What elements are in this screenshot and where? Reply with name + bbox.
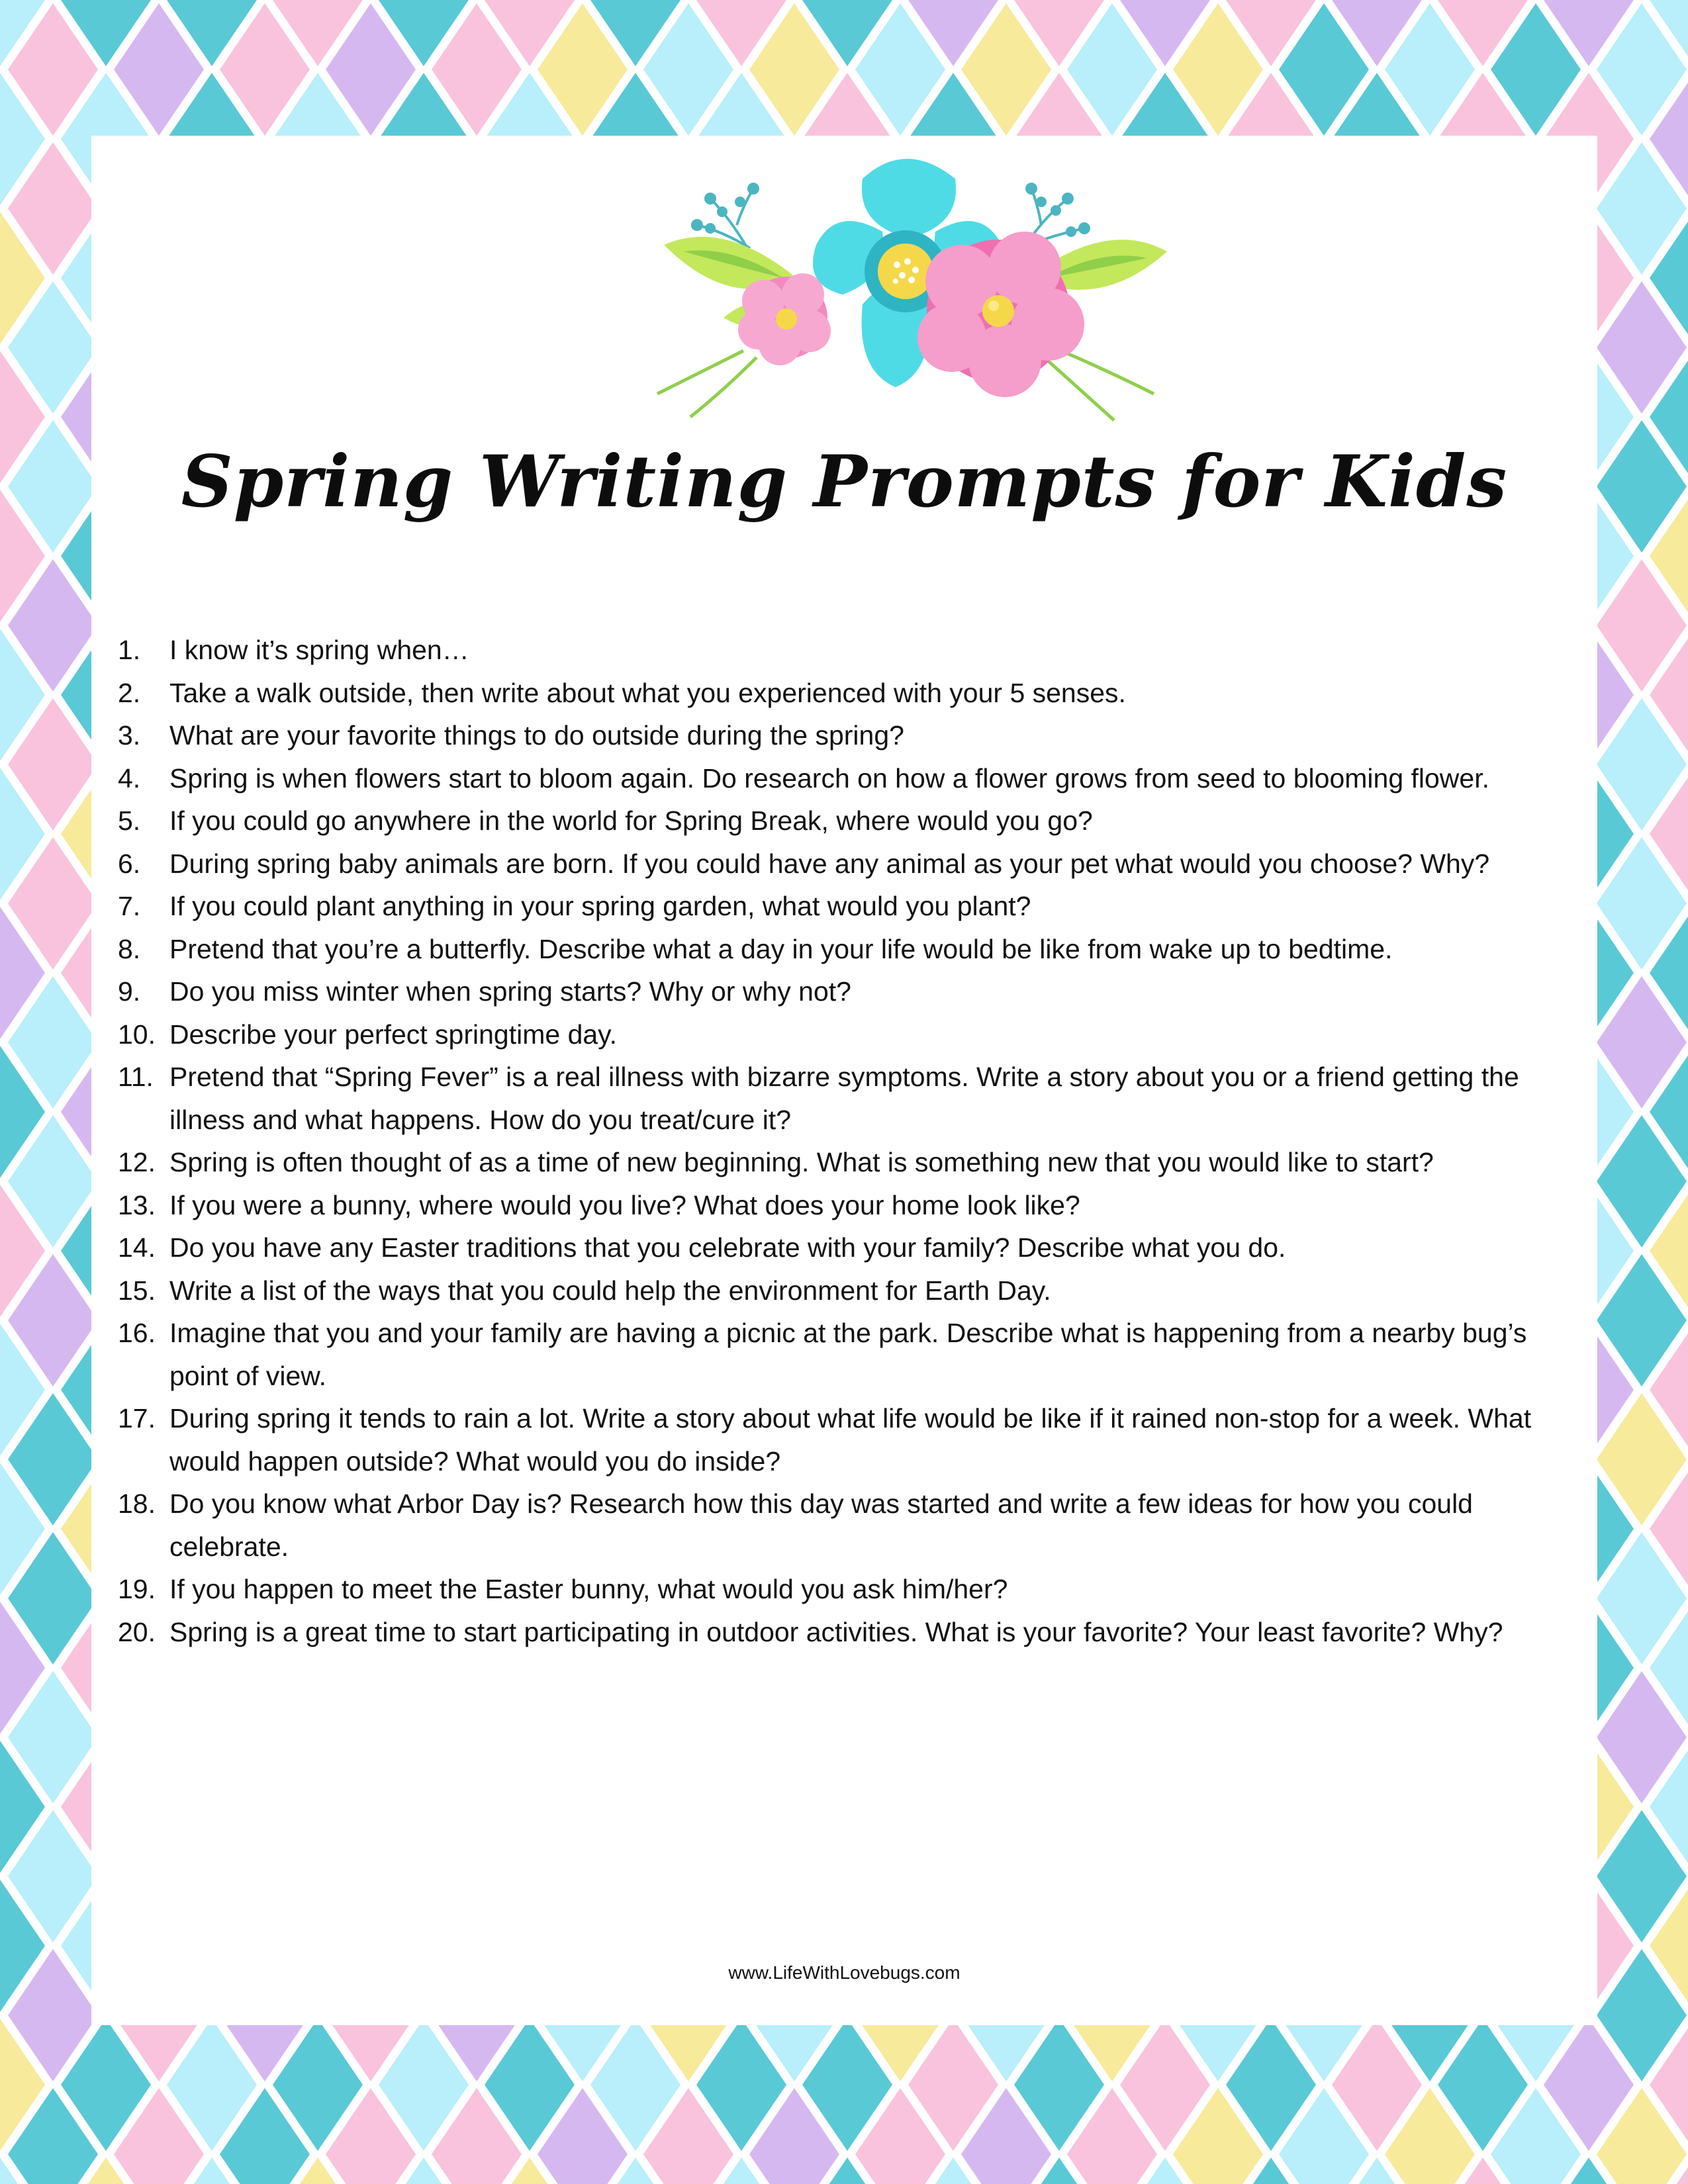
prompt-item bbox=[91, 1269, 1597, 1312]
prompt-text: What are your favorite things to do outside during the spring? bbox=[169, 720, 904, 751]
prompt-item bbox=[91, 1482, 1597, 1568]
prompt-number: 2. bbox=[118, 677, 141, 708]
prompt-number: 13. bbox=[118, 1189, 156, 1220]
prompt-number: 1. bbox=[118, 635, 141, 665]
prompt-item bbox=[91, 1184, 1597, 1227]
prompt-text: Do you know what Arbor Day is? Research how this day was started and write a few ideas for how you could celebrate. bbox=[169, 1488, 1473, 1562]
prompt-text: Do you have any Easter traditions that you celebrate with your family? Describe what you do. bbox=[169, 1232, 1286, 1263]
prompt-item bbox=[91, 714, 1597, 757]
prompt-number: 7. bbox=[118, 891, 141, 921]
prompt-text: Write a list of the ways that you could help the environment for Earth Day. bbox=[169, 1275, 1051, 1306]
prompt-text: If you happen to meet the Easter bunny, what would you ask him/her? bbox=[169, 1574, 1008, 1604]
prompt-text: If you could go anywhere in the world for Spring Break, where would you go? bbox=[169, 805, 1093, 836]
prompt-item bbox=[91, 970, 1597, 1013]
prompt-text: I know it’s spring when… bbox=[169, 635, 469, 665]
prompt-text: Describe your perfect springtime day. bbox=[169, 1019, 618, 1050]
prompt-item bbox=[91, 1611, 1597, 1654]
flower-bouquet-icon bbox=[644, 152, 1187, 430]
prompt-text: If you could plant anything in your spring garden, what would you plant? bbox=[169, 891, 1031, 921]
prompt-number: 8. bbox=[118, 933, 141, 964]
prompt-item bbox=[91, 629, 1597, 672]
page-title: Spring Writing Prompts for Kids bbox=[181, 440, 1508, 523]
prompt-text: Pretend that “Spring Fever” is a real illness with bizarre symptoms. Write a story about you or a friend getting the illness and what happens. How do you treat/cure it? bbox=[169, 1062, 1519, 1135]
prompt-number: 10. bbox=[118, 1019, 156, 1050]
prompt-text: Spring is often thought of as a time of new beginning. What is something new that you would like to start? bbox=[169, 1147, 1434, 1177]
prompt-text: During spring it tends to rain a lot. Write a story about what life would be like if it rained non-stop for a week. What would happen outside? What would you do inside? bbox=[169, 1403, 1532, 1477]
prompt-number: 18. bbox=[118, 1488, 156, 1519]
prompt-number: 3. bbox=[118, 720, 141, 751]
prompt-item bbox=[91, 672, 1597, 715]
prompt-number: 6. bbox=[118, 848, 141, 879]
prompt-list bbox=[91, 629, 1597, 1653]
prompt-number: 16. bbox=[118, 1318, 156, 1348]
content-card bbox=[91, 136, 1597, 2025]
prompt-item bbox=[91, 1397, 1597, 1482]
prompt-number: 5. bbox=[118, 805, 141, 836]
prompt-text: Do you miss winter when spring starts? Why or why not? bbox=[169, 976, 851, 1007]
prompt-item bbox=[91, 799, 1597, 842]
prompt-number: 17. bbox=[118, 1403, 156, 1433]
prompt-item bbox=[91, 1013, 1597, 1056]
prompt-text: Imagine that you and your family are having a picnic at the park. Describe what is happening from a nearby bug’s point of view. bbox=[169, 1318, 1527, 1391]
prompt-number: 9. bbox=[118, 976, 141, 1007]
prompt-text: If you were a bunny, where would you live? What does your home look like? bbox=[169, 1189, 1080, 1220]
prompt-item bbox=[91, 1226, 1597, 1269]
prompt-text: During spring baby animals are born. If you could have any animal as your pet what would you choose? Why? bbox=[169, 848, 1490, 879]
prompt-number: 4. bbox=[118, 762, 141, 794]
footer-url: www.LifeWithLovebugs.com bbox=[728, 1962, 961, 1983]
prompt-number: 11. bbox=[118, 1062, 154, 1092]
prompt-item bbox=[91, 1056, 1597, 1141]
prompt-number: 20. bbox=[118, 1616, 156, 1647]
prompt-number: 19. bbox=[118, 1574, 156, 1604]
prompt-item bbox=[91, 885, 1597, 928]
prompt-item bbox=[91, 1568, 1597, 1611]
prompt-number: 15. bbox=[118, 1275, 156, 1306]
prompt-text: Pretend that you’re a butterfly. Describe what a day in your life would be like from wake up to bedtime. bbox=[169, 933, 1393, 964]
prompt-item bbox=[91, 1312, 1597, 1397]
prompt-item bbox=[91, 928, 1597, 971]
prompt-text: Spring is when flowers start to bloom again. Do research on how a flower grows from seed to blooming flower. bbox=[169, 762, 1490, 794]
prompt-item bbox=[91, 1141, 1597, 1184]
prompt-text: Take a walk outside, then write about what you experienced with your 5 senses. bbox=[169, 677, 1126, 708]
prompt-number: 12. bbox=[118, 1147, 156, 1177]
prompt-item bbox=[91, 842, 1597, 886]
prompt-number: 14. bbox=[118, 1232, 156, 1263]
prompt-text: Spring is a great time to start participating in outdoor activities. What is your favorite? Your least favorite? Why? bbox=[169, 1616, 1503, 1647]
prompt-item bbox=[91, 757, 1597, 800]
